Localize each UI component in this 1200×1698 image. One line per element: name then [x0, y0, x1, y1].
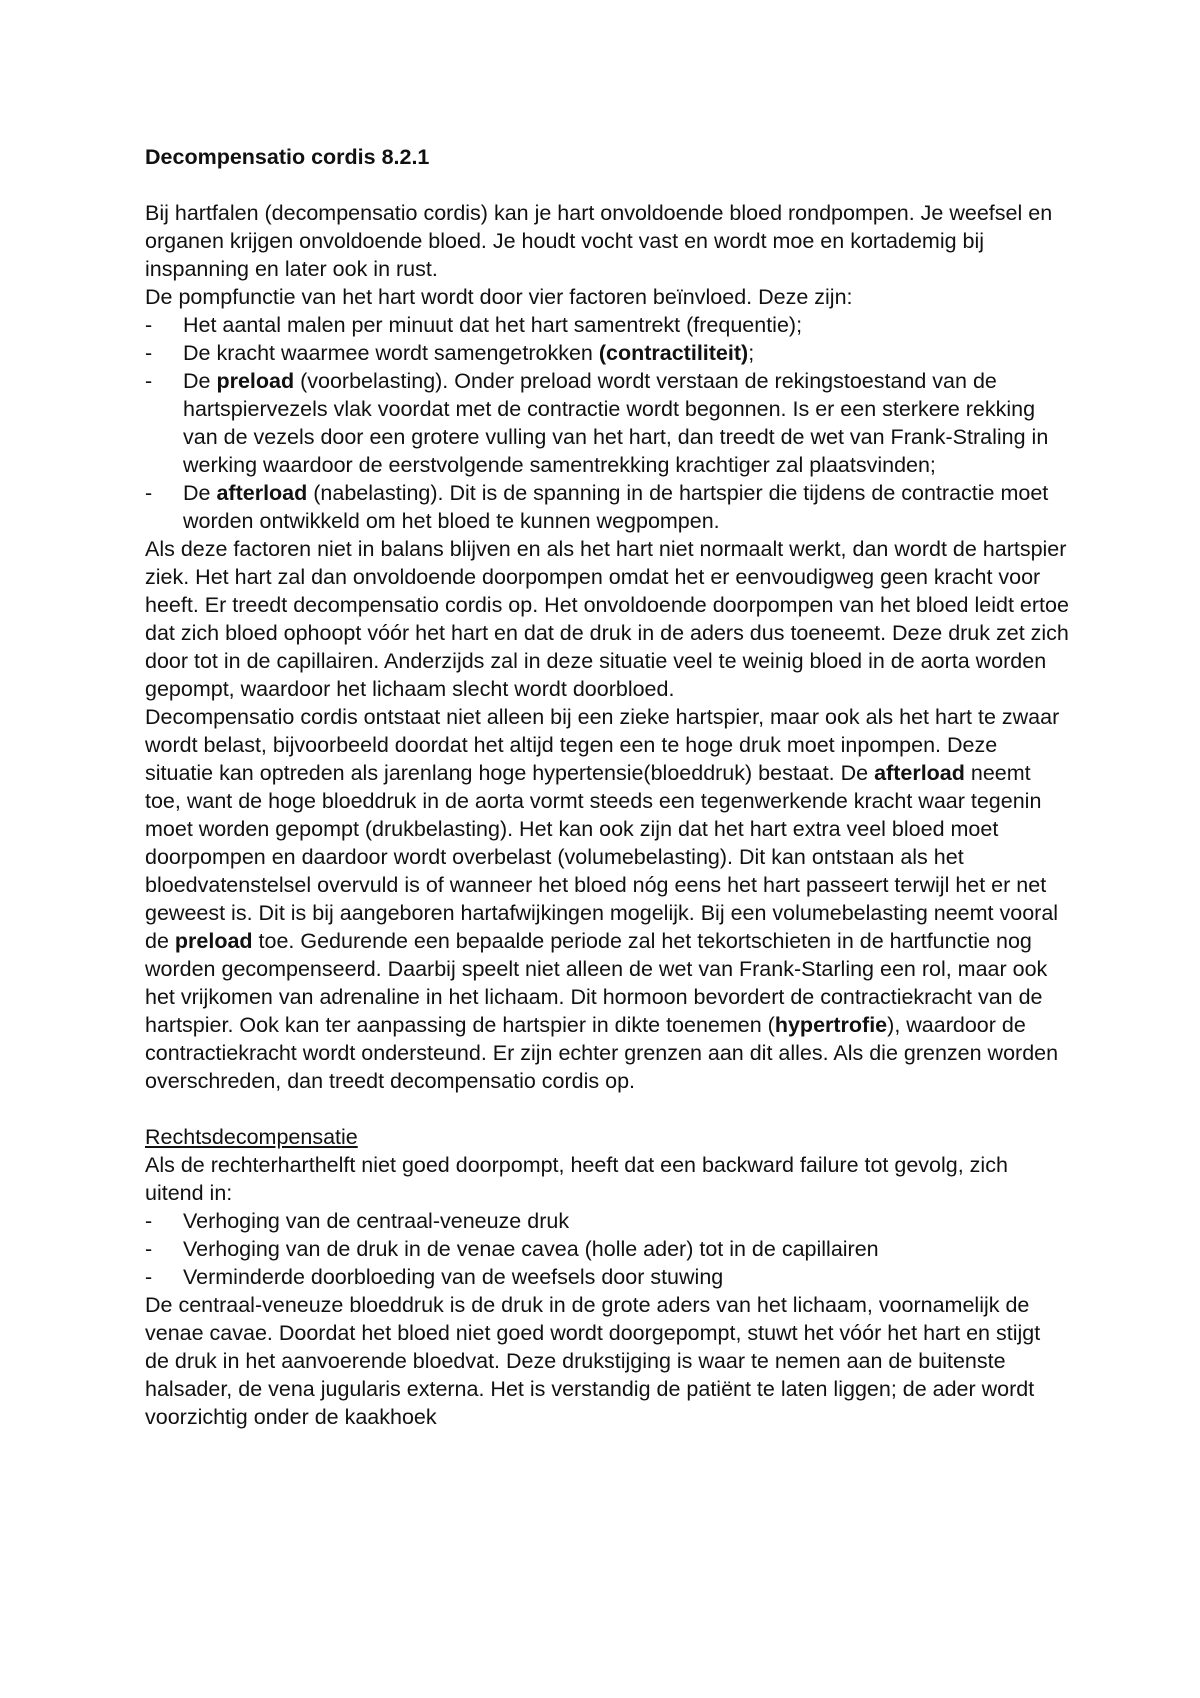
list-item [145, 479, 1070, 535]
intro-paragraph: Bij hartfalen (decompensatio cordis) kan je hart onvoldoende bloed rondpompen. Je weefsel en organen krijgen onvoldoende bloed. Je houdt vocht vast en wordt moe en kortademig bij inspanning en later ook in rust. [145, 201, 1053, 281]
document-page [145, 143, 1070, 1431]
main-paragraph [145, 703, 1070, 1095]
section-intro: Als de rechterharthelft niet goed doorpompt, heeft dat een backward failure tot gevolg, zich uitend in: [145, 1153, 1008, 1205]
dash-bullet: - [145, 481, 153, 505]
paragraph-text: neemt toe, want de hoge bloeddruk in de aorta vormt steeds een tegenwerkende kracht waar tegenin moet worden gepompt (drukbelasting). Het kan ook zijn dat het hart extra veel bloed moet doorpompen en daardoor wordt overbelast (volumebelasting). Dit kan ontstaan als het bloedvatenstelsel overvuld is of wanneer het bloed nóg eens het hart passeert terwijl het er net geweest is. Dit is bij aangeboren hartafwijkingen mogelijk. Bij een volumebelasting neemt vooral de [145, 761, 1059, 953]
symptom-list [145, 1207, 1070, 1291]
symptom-text: Verhoging van de centraal-veneuze druk [183, 1209, 570, 1233]
factor-term: (contractiliteit) [598, 341, 749, 365]
factor-text: De kracht waarmee wordt samengetrokken [183, 341, 599, 365]
paragraph-text: toe. Gedurende een bepaalde periode zal het tekortschieten in de hartfunctie nog worden gecompenseerd. Daarbij speelt niet alleen de wet van Frank-Starling een rol, maar ook het vrijkomen van adrenaline in het lichaam. Dit hormoon bevordert de contractiekracht van de hartspier. Ook kan ter aanpassing de hartspier in dikte toenemen ( [145, 929, 1048, 1037]
factor-text: De [183, 481, 217, 505]
list-item [145, 1235, 1070, 1263]
term-preload: preload [174, 929, 253, 953]
dash-bullet: - [145, 1237, 153, 1261]
list-item [145, 367, 1070, 479]
factor-text: De [183, 369, 217, 393]
dash-bullet: - [145, 369, 153, 393]
factor-term: preload [216, 369, 295, 393]
symptom-text: Verminderde doorbloeding van de weefsels door stuwing [183, 1265, 724, 1289]
factor-text: (voorbelasting). Onder preload wordt verstaan de rekingstoestand van de hartspiervezels vlak voordat met de contractie wordt begonnen. Is er een sterkere rekking van de vezels door een grotere vulling van het hart, dan treedt de wet van Frank-Straling in werking waardoor de eerstvolgende samentrekking krachtiger zal plaatsvinden; [183, 369, 1049, 477]
document-title: Decompensatio cordis 8.2.1 [145, 145, 430, 169]
factor-text: Het aantal malen per minuut dat het hart samentrekt (frequentie); [183, 313, 803, 337]
balance-paragraph: Als deze factoren niet in balans blijven en als het hart niet normaalt werkt, dan wordt de hartspier ziek. Het hart zal dan onvoldoende doorpompen omdat het er eenvoudigweg geen kracht voor heeft. Er treedt decompensatio cordis op. Het onvoldoende doorpompen van het bloed leidt ertoe dat zich bloed ophoopt vóór het hart en dat de druk in de aders dus toeneemt. Deze druk zet zich door tot in de capillairen. Anderzijds zal in deze situatie veel te weinig bloed in de aorta worden gepompt, waardoor het lichaam slecht wordt doorbloed. [145, 537, 1069, 701]
dash-bullet: - [145, 341, 153, 365]
list-item [145, 1263, 1070, 1291]
paragraph-text: ), waardoor de contractiekracht wordt ondersteund. Er zijn echter grenzen aan dit alles. Als die grenzen worden overschreden, dan treedt decompensatio cordis op. [145, 1013, 1059, 1093]
factor-list [145, 311, 1070, 535]
factor-term: afterload [216, 481, 308, 505]
factor-text: (nabelasting). Dit is de spanning in de hartspier die tijdens de contractie moet worden ontwikkeld om het bloed te kunnen wegpompen. [183, 481, 1049, 533]
factors-intro: De pompfunctie van het hart wordt door vier factoren beïnvloed. Deze zijn: [145, 285, 853, 309]
term-hypertrofie: hypertrofie [774, 1013, 888, 1037]
term-afterload: afterload [874, 761, 965, 785]
section-heading: Rechtsdecompensatie [145, 1125, 358, 1149]
list-item [145, 311, 1070, 339]
list-item [145, 339, 1070, 367]
symptom-text: Verhoging van de druk in de venae cavea (holle ader) tot in de capillairen [183, 1237, 879, 1261]
paragraph-text: Decompensatio cordis ontstaat niet alleen bij een zieke hartspier, maar ook als het hart te zwaar wordt belast, bijvoorbeeld doordat het altijd tegen een te hoge druk moet inpompen. Deze situatie kan optreden als jarenlang hoge hypertensie(bloeddruk) bestaat. De [145, 705, 1060, 785]
cvd-paragraph: De centraal-veneuze bloeddruk is de druk in de grote aders van het lichaam, voornamelijk de venae cavae. Doordat het bloed niet goed wordt doorgepompt, stuwt het vóór het hart en stijgt de druk in het aanvoerende bloedvat. Deze drukstijging is waar te nemen aan de buitenste halsader, de vena jugularis externa. Het is verstandig de patiënt te laten liggen; de ader wordt voorzichtig onder de kaakhoek [145, 1293, 1041, 1429]
dash-bullet: - [145, 1265, 153, 1289]
dash-bullet: - [145, 1209, 153, 1233]
dash-bullet: - [145, 313, 153, 337]
list-item [145, 1207, 1070, 1235]
factor-text: ; [748, 341, 755, 365]
